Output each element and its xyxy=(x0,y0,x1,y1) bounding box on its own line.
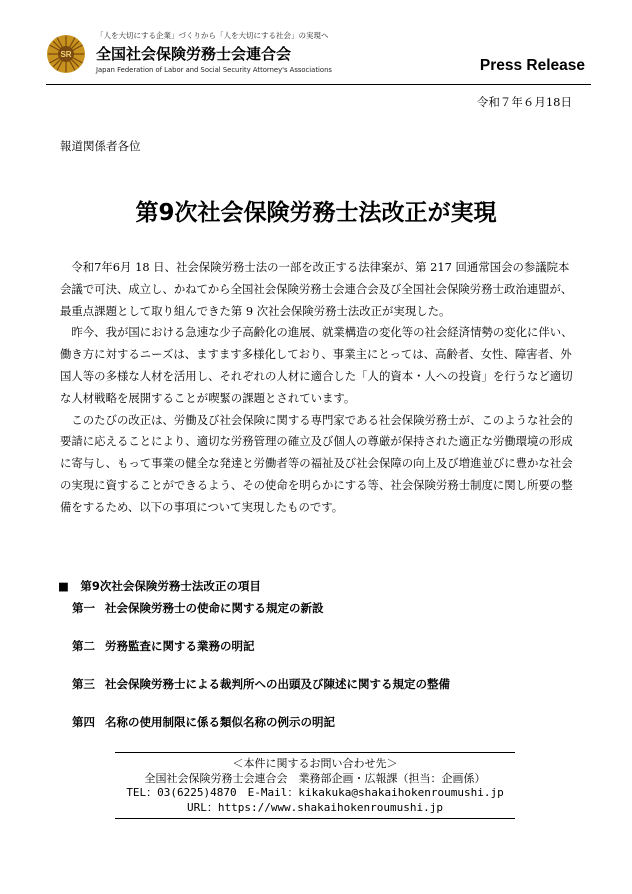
contact-bottom-rule xyxy=(115,818,515,819)
item-number: 第二 xyxy=(72,639,95,653)
header-divider xyxy=(46,84,591,85)
release-date: 令和７年６月18日 xyxy=(476,95,572,109)
contact-heading: ＜本件に関するお問い合わせ先＞ xyxy=(232,757,398,770)
contact-top-rule xyxy=(115,752,515,753)
item-text: 社会保険労務士の使命に関する規定の新設 xyxy=(105,601,324,615)
svg-text:SR: SR xyxy=(60,50,72,59)
letterhead xyxy=(46,22,591,82)
paragraph: このたびの改正は、労働及び社会保険に関する専門家である社会保険労務士が、このような社会的要請に応えることにより、適切な労務管理の確立及び個人の尊厳が保持された適正な労働環境の形成に寄与し、もって事業の健全な発達と労働者等の福祉及び社会保障の向上及び増進並びに豊かな社会の実現に資することができるよう、その使命を明らかにする等、社会保険労務士制度に関し所要の整備をするため、以下の事項について実現したものです。 xyxy=(60,412,573,514)
contact-url: URL：https://www.shakaihokenroumushi.jp xyxy=(186,800,444,814)
body-text xyxy=(60,257,580,519)
paragraph: 令和7年6月 18 日、社会保険労務士法の一部を改正する法律案が、第 217 回通常国会の参議院本会議で可決、成立し、かねてから全国社会保険労務士会連合会及び全国社会保険労務士政治連盟が、最重点課題として取り組んできた第 9 次社会保険労務士法改正が実現した。 xyxy=(60,260,573,318)
item-number: 第三 xyxy=(72,677,95,691)
press-release-label: Press Release xyxy=(479,57,585,74)
item-number: 第四 xyxy=(72,715,95,729)
page-title: 第9次社会保険労務士法改正が実現 xyxy=(135,200,497,226)
item-text: 社会保険労務士による裁判所への出頭及び陳述に関する規定の整備 xyxy=(105,677,450,691)
organization-name: 全国社会保険労務士会連合会 xyxy=(96,45,292,63)
contact-organization: 全国社会保険労務士会連合会 業務部企画・広報課（担当：企画係） xyxy=(144,771,486,785)
item-number: 第一 xyxy=(72,601,95,615)
addressee: 報道関係者各位 xyxy=(60,139,141,153)
item-text: 名称の使用制限に係る類似名称の例示の明記 xyxy=(105,715,335,729)
contact-tel-email: TEL：03(6225)4870 E-Mail：kikakuka@shakaihokenroumushi.jp xyxy=(126,786,504,799)
paragraph: 昨今、我が国における急速な少子高齢化の進展、就業構造の変化等の社会経済情勢の変化に伴い、働き方に対するニーズは、ますます多様化しており、事業主にとっては、高齢者、女性、障害者、外国人等の多様な人材を活用し、それぞれの人材に適合した「人的資本・人への投資」を行うなど適切な人材戦略を展開することが喫緊の課題とされています。 xyxy=(60,325,573,405)
organization-name-english: Japan Federation of Labor and Social Security Attorney's Associations xyxy=(96,66,332,74)
list-item xyxy=(72,638,255,654)
federation-logo-icon xyxy=(46,34,86,74)
contact-block xyxy=(115,757,515,815)
items-heading: ■ 第9次社会保険労務士法改正の項目 xyxy=(58,579,261,593)
item-text: 労務監査に関する業務の明記 xyxy=(105,639,255,653)
list-item xyxy=(72,600,324,616)
list-item xyxy=(72,676,450,692)
tagline: 「人を大切にする企業」づくりから「人を大切にする社会」の実現へ xyxy=(96,31,329,40)
list-item xyxy=(72,714,335,730)
